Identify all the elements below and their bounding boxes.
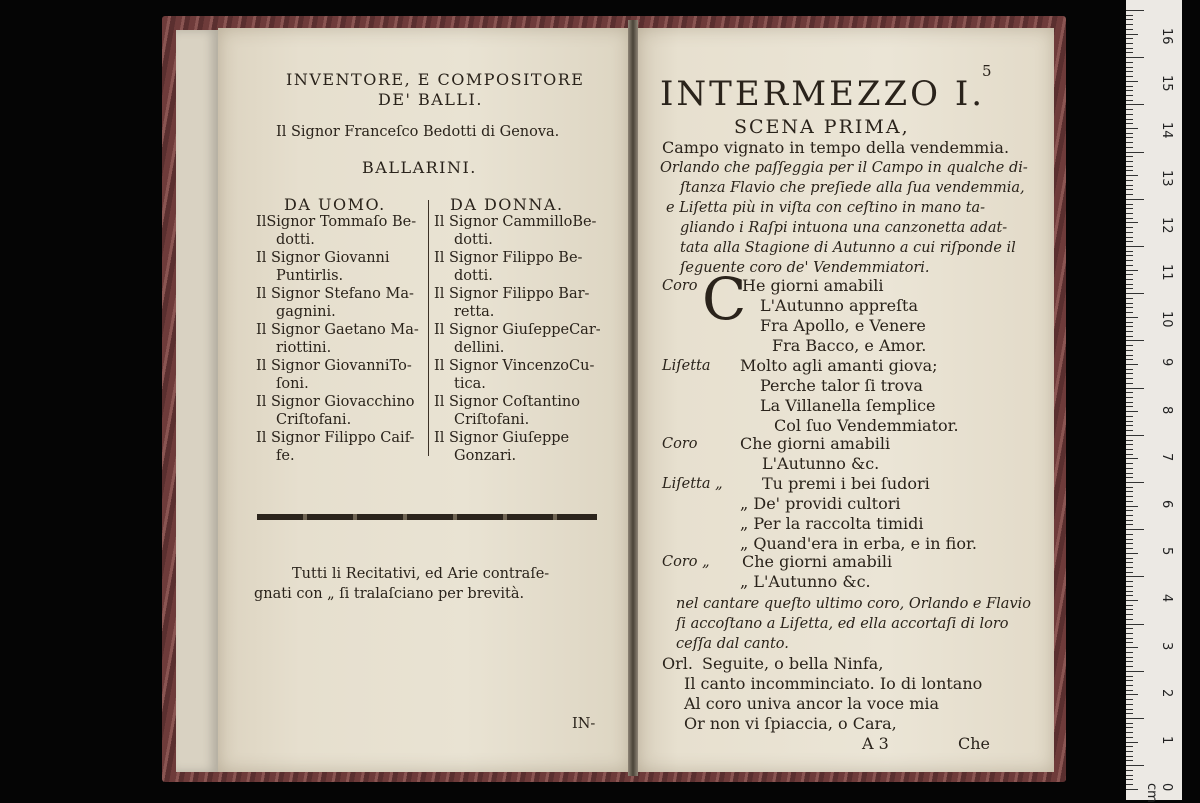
ruler-tick [1126,713,1133,714]
ruler-tick [1126,572,1133,573]
dancer-line: Il Signor GiuſeppeCar- [434,322,601,338]
stage-direction-line: gliando i Raſpi intuona una canzonetta adat- [680,220,1008,236]
catchword-left: IN- [572,716,596,732]
ruler-tick [1126,624,1144,625]
ruler-number: 7 [1159,452,1174,462]
dancer-line: gagnini. [276,304,336,320]
stage-direction-line: nel cantare queſto ultimo coro, Orlando e Flavio [676,596,1032,612]
ruler-tick [1126,237,1133,238]
ruler-tick [1126,114,1133,115]
dancer-line: Il Signor Filippo Bar- [434,286,590,302]
ruler-tick [1126,435,1144,436]
ruler-tick [1126,34,1138,35]
ruler-tick [1126,732,1133,733]
ruler-number: 0 cm [1144,783,1174,803]
ruler-tick [1126,699,1133,700]
ruler-tick [1126,185,1133,186]
dancer-line: Il Signor GiovanniTo- [256,358,412,374]
verse-line: Fra Apollo, e Venere [760,316,926,335]
ruler-tick [1126,86,1133,87]
ruler-tick [1126,62,1133,63]
ruler-tick [1126,586,1133,587]
ruler-tick [1126,694,1138,695]
note-line-1: Tutti li Recitativi, ed Arie contraſe- [292,566,550,582]
stage-direction-line: Orlando che paſſeggia per il Campo in qualche di- [660,160,1028,176]
ruler-tick [1126,227,1133,228]
speaker-label: Coro [662,436,698,452]
inventor-line: Il Signor Franceſco Bedotti di Genova. [276,124,560,140]
dancer-line: dotti. [454,232,493,248]
ruler-tick [1126,293,1144,294]
ruler-tick [1126,600,1138,601]
ruler-tick [1126,265,1133,266]
ruler-tick [1126,562,1133,563]
dancer-line: fe. [276,448,295,464]
ruler-number: 9 [1159,358,1174,367]
ruler-tick [1126,180,1133,181]
ruler-tick [1126,38,1133,39]
speaker-label: Liſetta „ [662,476,723,492]
ruler-tick [1126,425,1133,426]
signature-mark: A 3 [862,734,889,753]
ruler-number: 15 [1159,75,1174,92]
ruler-tick [1126,104,1144,105]
ruler-tick [1126,751,1133,752]
ruler-tick [1126,614,1133,615]
dancer-line: Il Signor Coſtantino [434,394,580,410]
book-gutter [628,20,638,776]
dancer-line: dellini. [454,340,505,356]
ruler-number: 6 [1159,500,1174,509]
ruler-tick [1126,142,1133,143]
ruler-tick [1126,789,1138,790]
ruler-tick [1126,567,1133,568]
ruler-tick [1126,208,1133,209]
ruler-tick [1126,147,1133,148]
ruler-tick [1126,322,1133,323]
ruler-tick [1126,133,1133,134]
dancer-line: Il Signor Giuſeppe [434,430,570,446]
ruler-tick [1126,317,1138,318]
catchword-right: Che [958,734,991,753]
ruler-number: 3 [1159,641,1174,650]
ruler-tick [1126,685,1133,686]
ruler-tick [1126,746,1133,747]
ruler-tick [1126,524,1133,525]
ruler-tick [1126,222,1138,223]
ruler-number: 1 [1159,736,1174,745]
ruler-number: 4 [1159,594,1174,603]
note-line-2: gnati con „ ſi tralaſciano per brevità. [254,586,525,602]
verse-line: Or non vi ſpiaccia, o Cara, [684,714,897,733]
ruler-tick [1126,454,1133,455]
dancer-line: Il Signor CammilloBe- [434,214,597,230]
endpaper [176,30,218,772]
ruler-tick [1126,270,1138,271]
speaker-label: Orl. [662,654,693,673]
ruler-tick [1126,218,1133,219]
verse-line: La Villanella ſemplice [760,396,936,415]
ruler-number: 16 [1159,28,1174,45]
verse-line: Il canto incomminciato. Io di lontano [684,674,983,693]
ruler-tick [1126,775,1133,776]
ruler-tick [1126,71,1133,72]
verse-line: Molto agli amanti giova; [740,356,938,375]
ruler-tick [1126,246,1144,247]
ruler-tick [1126,10,1144,11]
ruler-tick [1126,166,1133,167]
ruler-tick [1126,605,1133,606]
ruler-tick [1126,128,1138,129]
ruler-tick [1126,534,1133,535]
ruler-tick [1126,232,1133,233]
stage-direction-line: ceſſa dal canto. [676,636,789,652]
verse-line: Che giorni amabili [742,552,893,571]
ruler-tick [1126,765,1144,766]
ruler-tick [1126,355,1133,356]
ruler-tick [1126,345,1133,346]
dancer-line: Puntirlis. [276,268,344,284]
ruler-tick [1126,397,1133,398]
measurement-ruler [1126,0,1182,803]
dancer-line: ſoni. [276,376,309,392]
ruler-tick [1126,109,1133,110]
ruler-tick [1126,510,1133,511]
ruler-tick [1126,468,1133,469]
dancers-title: BALLARINI. [362,158,477,177]
ruler-tick [1126,67,1133,68]
ruler-tick [1126,581,1133,582]
ruler-tick [1126,392,1133,393]
ruler-tick [1126,548,1133,549]
heading-line-2: DE' BALLI. [378,90,483,109]
ruler-tick [1126,95,1133,96]
verse-line: Tu premi i bei ſudori [762,474,930,493]
ruler-tick [1126,241,1133,242]
ruler-tick [1126,543,1133,544]
ruler-tick [1126,402,1133,403]
verse-line: L'Autunno appreſta [760,296,918,315]
ruler-tick [1126,204,1133,205]
ruler-tick [1126,260,1133,261]
ruler-tick [1126,477,1133,478]
dancer-line: retta. [454,304,495,320]
ruler-number: 10 [1159,311,1174,328]
ruler-tick [1126,123,1133,124]
ruler-tick [1126,430,1133,431]
ruler-tick [1126,411,1138,412]
dancer-line: tica. [454,376,486,392]
ruler-tick [1126,369,1133,370]
ruler-tick [1126,501,1133,502]
ruler-tick [1126,628,1133,629]
stage-direction-line: ſeguente coro de' Vendemmiatori. [680,260,930,276]
ruler-tick [1126,680,1133,681]
ruler-tick [1126,690,1133,691]
ruler-tick [1126,576,1144,577]
ruler-tick [1126,81,1138,82]
dancer-line: Il Signor Filippo Caif- [256,430,415,446]
dancer-line: Il Signor Giovacchino [256,394,415,410]
verse-line: Al coro univa ancor la voce mia [684,694,940,713]
ruler-tick [1126,676,1133,677]
ruler-tick [1126,279,1133,280]
ruler-tick [1126,161,1133,162]
dancer-line: Il Signor Stefano Ma- [256,286,414,302]
ruler-tick [1126,152,1144,153]
ruler-tick [1126,336,1133,337]
ruler-tick [1126,458,1138,459]
ruler-tick [1126,742,1138,743]
dancer-line: dotti. [454,268,493,284]
verse-line: „ De' providi cultori [740,494,901,513]
verse-line: Col ſuo Vendemmiator. [774,416,959,435]
ruler-tick [1126,666,1133,667]
ruler-tick [1126,642,1133,643]
dancer-line: Gonzari. [454,448,517,464]
ruler-tick [1126,100,1133,101]
ruler-tick [1126,288,1133,289]
ruler-tick [1126,90,1133,91]
verse-line: „ Per la raccolta timidi [740,514,924,533]
ruler-tick [1126,487,1133,488]
ruler-tick [1126,760,1133,761]
ruler-tick [1126,170,1133,171]
drop-cap: C [702,265,747,333]
page-number: 5 [982,62,992,80]
dancer-line: riottini. [276,340,332,356]
scene-title: SCENA PRIMA, [734,116,910,138]
ruler-tick [1126,709,1133,710]
ruler-number: 5 [1159,547,1174,556]
men-column-header: DA UOMO. [284,195,386,214]
ruler-number: 14 [1159,122,1174,139]
verse-line: Fra Bacco, e Amor. [772,336,927,355]
ruler-number: 13 [1159,169,1174,187]
ruler-tick [1126,506,1138,507]
ruler-tick [1126,416,1133,417]
ruler-tick [1126,255,1133,256]
ruler-tick [1126,463,1133,464]
dancer-line: Il Signor Filippo Be- [434,250,583,266]
ruler-tick [1126,213,1133,214]
ruler-tick [1126,520,1133,521]
ruler-number: 12 [1159,216,1174,234]
ruler-tick [1126,378,1133,379]
ruler-number: 2 [1159,688,1174,698]
ruler-tick [1126,704,1133,705]
ruler-tick [1126,359,1133,360]
ruler-tick [1126,718,1144,719]
stage-direction-line: e Liſetta più in viſta con ceſtino in mano ta- [666,200,986,216]
dancer-line: Il Signor VincenzoCu- [434,358,595,374]
ruler-tick [1126,303,1133,304]
ruler-tick [1126,421,1133,422]
ruler-tick [1126,406,1133,407]
scene-setting: Campo vignato in tempo della vendemmia. [662,138,1010,157]
ruler-tick [1126,529,1144,530]
ruler-tick [1126,619,1133,620]
speaker-label: Liſetta [662,358,711,374]
dancer-line: Il Signor Gaetano Ma- [256,322,419,338]
ruler-tick [1126,52,1133,53]
ruler-tick [1126,15,1133,16]
ruler-tick [1126,326,1133,327]
ruler-tick [1126,29,1133,30]
ruler-tick [1126,340,1144,341]
ruler-tick [1126,199,1144,200]
ruler-tick [1126,633,1133,634]
ruler-tick [1126,723,1133,724]
dancer-line: IlSignor Tommaſo Be- [256,214,417,230]
ruler-tick [1126,156,1133,157]
ruler-tick [1126,24,1133,25]
speaker-label: Coro [662,278,698,294]
ruler-tick [1126,307,1133,308]
ruler-tick [1126,350,1133,351]
ruler-number: 8 [1159,405,1174,414]
verse-line: He giorni amabili [742,276,884,295]
ruler-tick [1126,591,1133,592]
ruler-tick [1126,558,1133,559]
ruler-tick [1126,482,1144,483]
dancer-line: Criſtofani. [454,412,530,428]
stage-direction-line: ſtanza Flavio che preſiede alla ſua vendemmia, [680,180,1025,196]
ruler-tick [1126,251,1133,252]
ruler-tick [1126,383,1133,384]
ruler-tick [1126,647,1138,648]
verse-line: „ L'Autunno &c. [740,572,871,591]
verse-line: Che giorni amabili [740,434,891,453]
ruler-tick [1126,331,1133,332]
ruler-tick [1126,43,1133,44]
ruler-tick [1126,657,1133,658]
ruler-tick [1126,57,1144,58]
ruler-tick [1126,189,1133,190]
ruler-tick [1126,737,1133,738]
ruler-tick [1126,48,1133,49]
verse-line: Seguite, o bella Ninfa, [702,654,884,673]
ruler-tick [1126,784,1133,785]
ruler-tick [1126,595,1133,596]
ruler-tick [1126,496,1133,497]
ruler-tick [1126,440,1133,441]
ruler-tick [1126,770,1133,771]
ruler-tick [1126,491,1133,492]
ruler-tick [1126,671,1144,672]
ruler-tick [1126,284,1133,285]
ruler-number: 11 [1159,264,1174,281]
ruler-tick [1126,539,1133,540]
verse-line: L'Autunno &c. [762,454,880,473]
stage-direction-line: ſi accoſtano a Liſetta, ed ella accortaſi di loro [676,616,1009,632]
dancer-line: dotti. [276,232,315,248]
ruler-tick [1126,137,1133,138]
ruler-tick [1126,274,1133,275]
speaker-label: Coro „ [662,554,710,570]
heading-line-1: INVENTORE, E COMPOSITORE [286,70,585,89]
ruler-tick [1126,19,1133,20]
ruler-tick [1126,312,1133,313]
ruler-tick [1126,194,1133,195]
ruler-tick [1126,609,1133,610]
ruler-tick [1126,76,1133,77]
ornamental-rule [257,514,597,520]
ruler-tick [1126,652,1133,653]
ruler-tick [1126,444,1133,445]
ruler-tick [1126,756,1133,757]
ruler-tick [1126,298,1133,299]
ruler-tick [1126,175,1138,176]
ruler-tick [1126,373,1133,374]
ruler-tick [1126,449,1133,450]
ruler-tick [1126,119,1133,120]
dancer-line: Il Signor Giovanni [256,250,390,266]
ruler-tick [1126,473,1133,474]
ruler-tick [1126,364,1138,365]
ruler-tick [1126,638,1133,639]
dancer-line: Criſtofani. [276,412,352,428]
ruler-tick [1126,661,1133,662]
ruler-tick [1126,553,1138,554]
ruler-tick [1126,388,1144,389]
stage-direction-line: tata alla Stagione di Autunno a cui riſponde il [680,240,1016,256]
ruler-tick [1126,779,1133,780]
ruler-tick [1126,727,1133,728]
column-divider [428,200,429,456]
verse-line: Perche talor ſi trova [760,376,923,395]
ruler-tick [1126,515,1133,516]
women-column-header: DA DONNA. [450,195,564,214]
intermezzo-title: INTERMEZZO I. [660,74,986,114]
verse-line: „ Quand'era in erba, e in fior. [740,534,977,553]
